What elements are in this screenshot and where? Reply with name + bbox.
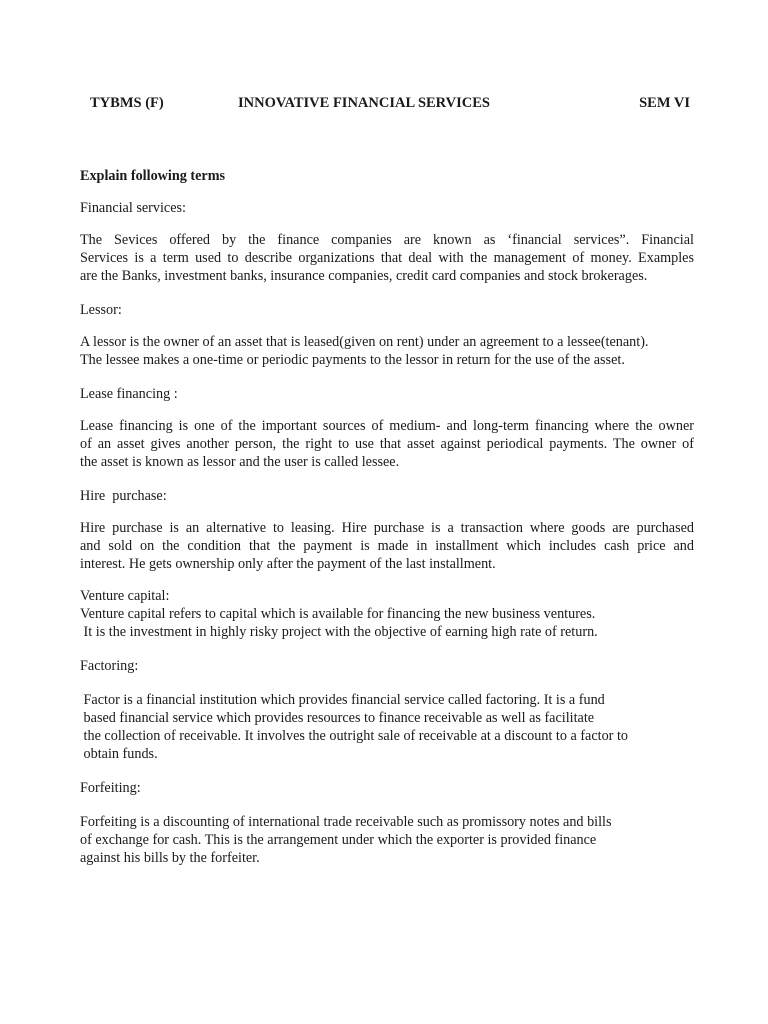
term-hire-purchase: Hire purchase: (80, 488, 167, 504)
paragraph-line: The lessee makes a one-time or periodic payments to the lessor in return for the use of the asset. (80, 352, 625, 368)
paragraph-line: Services is a term used to describe organizations that deal with the management of money. Examples (80, 250, 694, 266)
paragraph-line: and sold on the condition that the payment is made in installment which includes cash price and (80, 538, 694, 554)
paragraph-line: against his bills by the forfeiter. (80, 850, 260, 866)
semester-label: SEM VI (639, 95, 690, 111)
paragraph-line: interest. He gets ownership only after the payment of the last installment. (80, 556, 496, 572)
paragraph-line: based financial service which provides resources to finance receivable as well as facilitate (80, 710, 595, 726)
paragraph-line: Forfeiting is a discounting of international trade receivable such as promissory notes and bills (80, 814, 612, 830)
document-title: INNOVATIVE FINANCIAL SERVICES (238, 95, 490, 111)
paragraph-line: A lessor is the owner of an asset that is leased(given on rent) under an agreement to a lessee(tenant). (80, 334, 649, 350)
intro-heading: Explain following terms (80, 168, 226, 184)
paragraph-line: of an asset gives another person, the right to use that asset against periodical payments. The owner of (80, 436, 694, 452)
paragraph-line: Factor is a financial institution which provides financial service called factoring. It is a fund (80, 692, 605, 708)
term-factoring: Factoring: (80, 658, 139, 674)
paragraph-line: The Sevices offered by the finance companies are known as ‘financial services”. Financial (80, 232, 694, 248)
paragraph-line: the asset is known as lessor and the user is called lessee. (80, 454, 400, 470)
paragraph-line: Hire purchase is an alternative to leasing. Hire purchase is a transaction where goods are purchased (80, 520, 694, 536)
paragraph-line: of exchange for cash. This is the arrangement under which the exporter is provided finance (80, 832, 597, 848)
paragraph-line: the collection of receivable. It involves the outright sale of receivable at a discount to a factor to (80, 728, 628, 744)
course-code: TYBMS (F) (90, 95, 164, 111)
term-lessor: Lessor: (80, 302, 122, 318)
term-forfeiting: Forfeiting: (80, 780, 141, 796)
term-financial-services: Financial services: (80, 200, 186, 216)
term-lease-financing: Lease financing : (80, 386, 178, 402)
paragraph-line: Venture capital refers to capital which is available for financing the new business ventures. (80, 606, 596, 622)
paragraph-line: are the Banks, investment banks, insurance companies, credit card companies and stock brokerages. (80, 268, 648, 284)
paragraph-line: Lease financing is one of the important sources of medium- and long-term financing where the owner (80, 418, 694, 434)
paragraph-line: obtain funds. (80, 746, 158, 762)
paragraph-line: It is the investment in highly risky project with the objective of earning high rate of return. (80, 624, 598, 640)
term-venture-capital: Venture capital: (80, 588, 170, 604)
document-body (80, 167, 694, 867)
page-header (90, 95, 690, 115)
